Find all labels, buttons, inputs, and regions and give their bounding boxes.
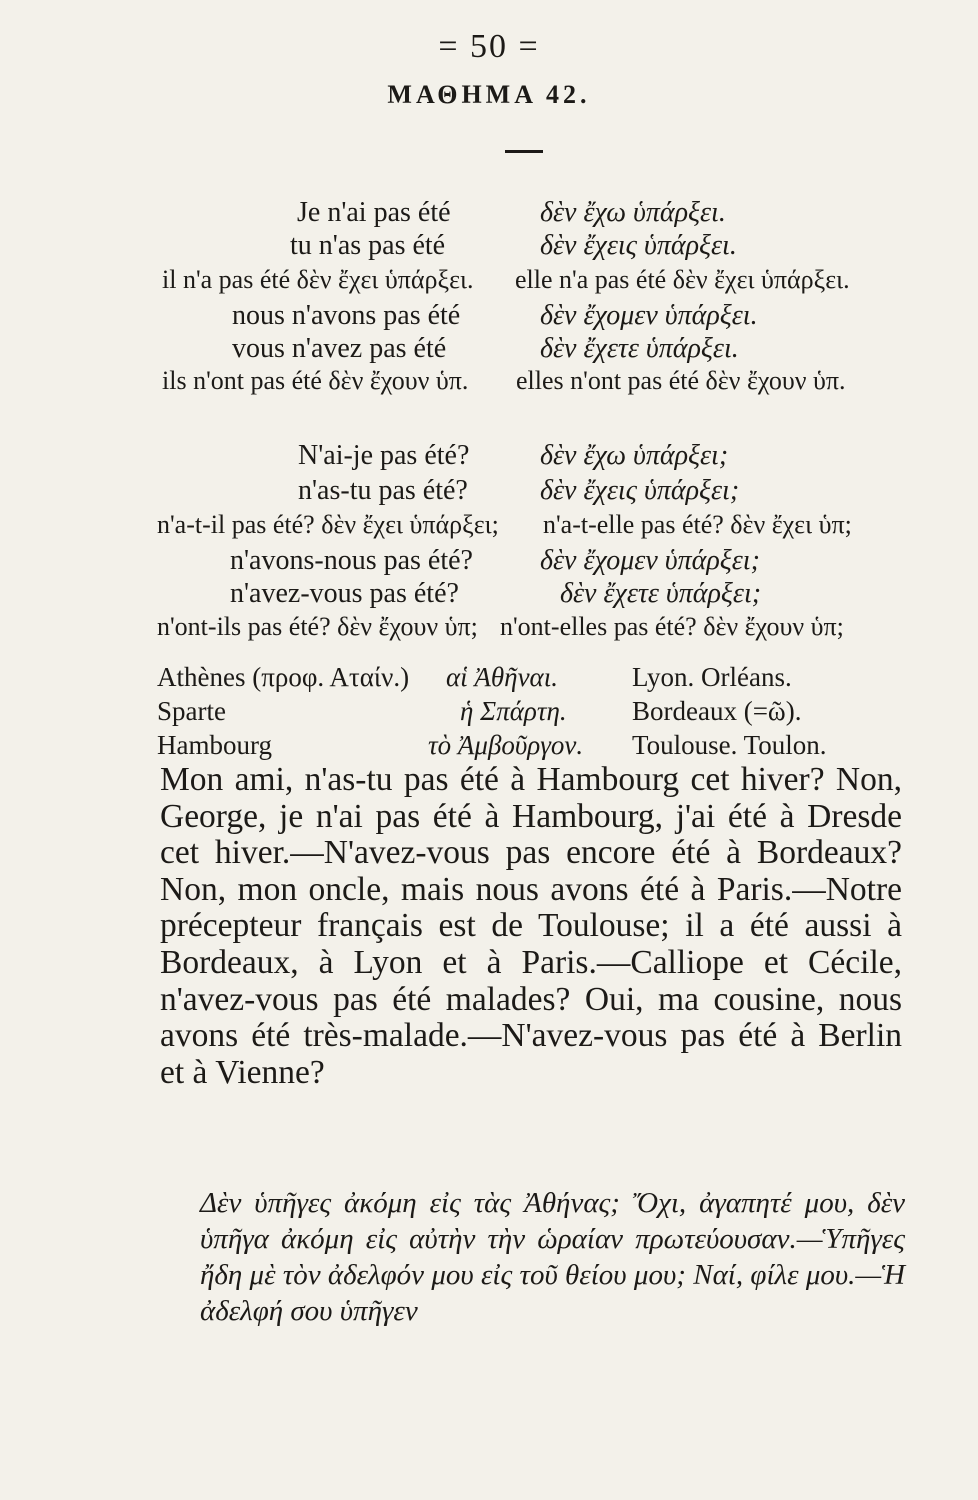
place-name-extra: Toulouse. Toulon. — [632, 730, 827, 760]
conjugation-french: nous n'avons pas été — [232, 300, 461, 331]
conjugation-french: il n'a pas été δὲν ἔχει ὑπάρξει. — [162, 265, 474, 294]
conjugation-french: n'a-t-il pas été? δὲν ἔχει ὑπάρξει; — [157, 510, 499, 539]
conjugation-french: ils n'ont pas été δὲν ἔχουν ὑπ. — [162, 366, 469, 395]
conjugation-greek: δὲν ἔχετε ὑπάρξει; — [560, 578, 762, 609]
place-name-extra: Lyon. Orléans. — [632, 662, 792, 692]
conjugation-greek: δὲν ἔχεις ὑπάρξει. — [540, 230, 737, 261]
conjugation-greek: δὲν ἔχω ὑπάρξει; — [540, 440, 729, 471]
title-divider — [505, 150, 543, 153]
conjugation-french: Je n'ai pas été — [297, 197, 451, 228]
place-name-french: Athènes (προφ. Αταίν.) — [157, 662, 410, 692]
conjugation-greek: elle n'a pas été δὲν ἔχει ὑπάρξει. — [515, 265, 850, 294]
conjugation-french: N'ai-je pas été? — [298, 440, 470, 471]
conjugation-greek: δὲν ἔχομεν ὑπάρξει. — [540, 300, 758, 331]
conjugation-greek: δὲν ἔχεις ὑπάρξει; — [540, 475, 740, 506]
conjugation-greek: δὲν ἔχω ὑπάρξει. — [540, 197, 726, 228]
place-name-greek: αἱ Ἀθῆναι. — [446, 662, 558, 692]
place-name-extra: Bordeaux (=ῶ). — [632, 696, 802, 726]
conjugation-french: n'ont-ils pas été? δὲν ἔχουν ὑπ; — [157, 612, 478, 641]
conjugation-french: n'avons-nous pas été? — [230, 545, 473, 576]
lesson-title: ΜΑΘΗΜΑ 42. — [387, 80, 591, 109]
conjugation-greek: elles n'ont pas été δὲν ἔχουν ὑπ. — [516, 366, 846, 395]
page-number: = 50 = — [438, 28, 540, 65]
place-name-greek: ἡ Σπάρτη. — [460, 696, 567, 726]
french-exercise-paragraph: Mon ami, n'as-tu pas été à Hambourg cet hiver? Non, George, je n'ai pas été à Hambourg, j'ai été à Dresde cet hiver.—N'avez-vous pas encore été à Bordeaux? Non, mon oncle, mais nous avons été à Paris.—Notre précepteur français est de Toulouse; il a été aussi à Bordeaux, à Lyon et à Paris.—Calliope et Cécile, n'avez-vous pas été malades? Oui, ma cousine, nous avons été très-malade.—N'avez-vous pas été à Berlin et à Vienne? — [160, 761, 902, 1091]
conjugation-greek: n'ont-elles pas été? δὲν ἔχουν ὑπ; — [500, 612, 844, 641]
greek-exercise-paragraph: Δὲν ὑπῆγες ἀκόμη εἰς τὰς Ἀθήνας; Ὄχι, ἀγαπητέ μου, δὲν ὑπῆγα ἀκόμη εἰς αὐτὴν τὴν ὡραίαν πρωτεύουσαν.—Ὑπῆγες ἤδη μὲ τὸν ἀδελφόν μου εἰς τοῦ θείου μου; Ναί, φίλε μου.—Ἡ ἀδελφή σου ὑπῆγεν — [200, 1187, 905, 1327]
conjugation-greek: δὲν ἔχομεν ὑπάρξει; — [540, 545, 760, 576]
conjugation-french: vous n'avez pas été — [232, 333, 447, 364]
place-name-french: Hambourg — [157, 730, 272, 760]
conjugation-greek: n'a-t-elle pas été? δὲν ἔχει ὑπ; — [543, 510, 852, 539]
place-name-french: Sparte — [157, 696, 226, 726]
conjugation-french: n'avez-vous pas été? — [230, 578, 459, 609]
conjugation-french: tu n'as pas été — [290, 230, 446, 261]
conjugation-french: n'as-tu pas été? — [298, 475, 468, 506]
conjugation-greek: δὲν ἔχετε ὑπάρξει. — [540, 333, 739, 364]
place-name-greek: τὸ Ἀμβοῦργον. — [428, 730, 584, 760]
